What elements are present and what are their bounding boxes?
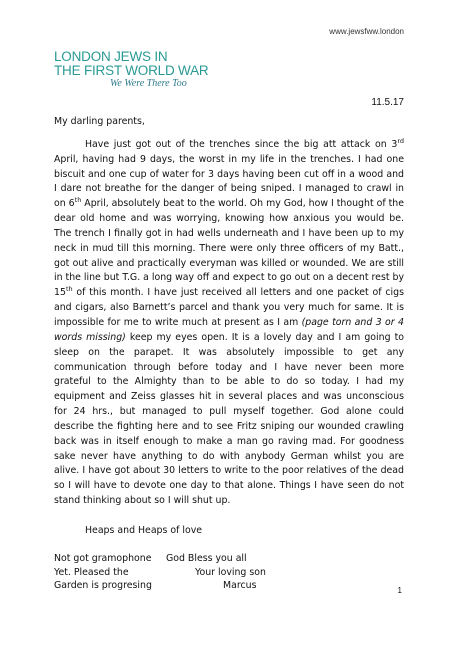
postscript-signature xyxy=(54,552,404,593)
letter-body xyxy=(54,138,404,509)
letter-text xyxy=(54,115,404,593)
logo-tagline: We Were There Too xyxy=(110,78,187,89)
ordinal-suffix: th xyxy=(74,196,82,205)
greeting: My darling parents, xyxy=(54,116,145,127)
postscript-line: Garden is progresing xyxy=(54,580,152,592)
ordinal-suffix: th xyxy=(65,285,73,294)
letter-date: 11.5.17 xyxy=(371,97,404,108)
body-text: of this month. I have just received all letters and one packet of cigs and cigars, also Barnett’s parcel and thank you very much for same. It is impossible for me to write much at present as I am xyxy=(54,287,404,328)
editorial-note: (page torn and 3 or 4 words missing) xyxy=(54,316,404,343)
signature-line: Your loving son xyxy=(195,566,266,578)
logo-line-1: LONDON JEWS IN xyxy=(54,49,168,64)
postscript-line: Yet. Pleased the xyxy=(54,566,129,578)
page-number: 1 xyxy=(397,586,402,595)
body-text: keep my eyes open. It is a lovely day and I am going to sleep on the parapet. It was absolutely impossible to get any communication through before today and I have never been more grateful to the Almighty than to be able to do so today. I had my equipment and Zeiss glasses hit in several places and was unconscious for 24 hrs., but managed to pull myself together. God alone could describe the fighting here and to see Fritz sniping our wounded crawling back was in itself enough to make a man go raving mad. For goodness sake never have anything to do with anybody German whilst you are alive. I have got about 30 letters to write to the poor relatives of the dead so I will have to devote one day to that alone. Things I have seen do not stand thinking about so I will shut up. xyxy=(54,331,404,507)
body-text: April, having had 9 days, the worst in my life in the trenches. I had one biscuit and one cup of water for 3 days having been cut off in a wood and I dare not breathe for the danger of being sniped. I managed to crawl in on 6 xyxy=(54,153,404,210)
logo xyxy=(54,50,208,89)
body-text: Have just got out of the trenches since the big att attack on 3 xyxy=(85,138,398,150)
logo-line-2: THE FIRST WORLD WAR xyxy=(54,63,209,78)
body-text: April, absolutely beat to the world. Oh my God, how I thought of the dear old home and was worrying, knowing how anxious you would be. The trench I finally got in had wells underneath and I have been up to my neck in mud till this morning. There were only three officers of my Batt., got out alive and practically everyman was killed or wounded. We are still in the line but T.G. a long way off and expect to go out on a decent rest by 15 xyxy=(54,198,405,299)
signature-name: Marcus xyxy=(223,580,257,592)
ordinal-suffix: rd xyxy=(397,136,404,145)
postscript-line: Not got gramophone xyxy=(54,552,152,564)
closing: Heaps and Heaps of love xyxy=(85,524,203,536)
website-url: www.jewsfww.london xyxy=(329,27,404,36)
signature-line: God Bless you all xyxy=(166,552,247,564)
